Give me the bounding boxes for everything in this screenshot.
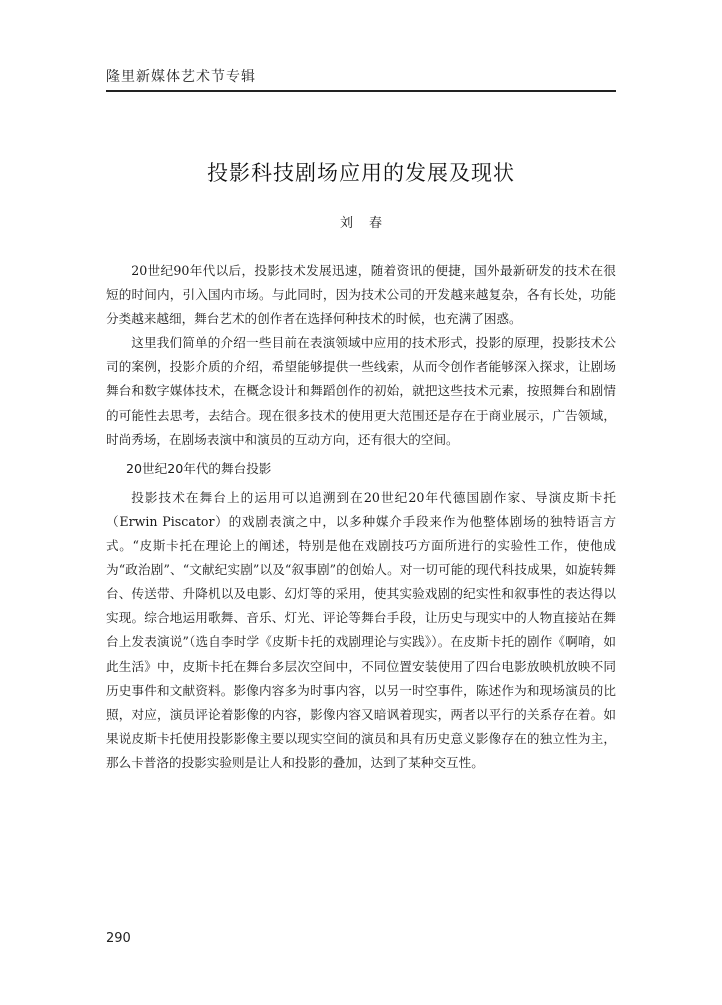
article-title: 投影科技剧场应用的发展及现状 [207,161,515,185]
page-number: 290 [106,931,131,946]
running-header [106,64,616,92]
article-body [106,259,616,775]
author-name: 刘春 [339,216,398,231]
paragraph: 20世纪90年代以后，投影技术发展迅速，随着资讯的便捷，国外最新研发的技术在很短的时间内，引入国内市场。与此同时，因为技术公司的开发越来越复杂，各有长处，功能分类越来越细，舞台艺术的创作者在选择何种技术的时候，也充满了困惑。 [106,263,616,327]
section-heading: 20世纪20年代的舞台投影 [126,460,272,476]
paragraph: 投影技术在舞台上的运用可以追溯到在20世纪20年代德国剧作家、导演皮斯卡托（Erwin Piscator）的戏剧表演之中，以多种媒介手段来作为他整体剧场的独特语言方式。“皮斯卡托在理论上的阐述，特别是他在戏剧技巧方面所进行的实验性工作，使他成为“政治剧”、“文献纪实剧”以及“叙事剧”的创始人。对一切可能的现代科技成果，如旋转舞台、传送带、升降机以及电影、幻灯等的采用，使其实验戏剧的纪实性和叙事性的表达得以实现。综合地运用歌舞、音乐、灯光、评论等舞台手段，让历史与现实中的人物直接站在舞台上发表演说”（选自李时学《皮斯卡托的戏剧理论与实践》）。在皮斯卡托的剧作《啊唷，如此生活》中，皮斯卡托在舞台多层次空间中，不同位置安装使用了四台电影放映机放映不同历史事件和文献资料。影像内容多为时事内容，以另一时空事件，陈述作为和现场演员的比照，对应，演员评论着影像的内容，影像内容又暗讽着现实，两者以平行的关系存在着。如果说皮斯卡托使用投影影像主要以现实空间的演员和具有历史意义影像存在的独立性为主，那么卡普洛的投影实验则是让人和投影的叠加，达到了某种交互性。 [106,489,616,770]
paragraph: 这里我们简单的介绍一些目前在表演领域中应用的技术形式，投影的原理，投影技术公司的案例，投影介质的介绍，希望能够提供一些线索，从而令创作者能够深入探求，让剧场舞台和数字媒体技术，在概念设计和舞蹈创作的初始，就把这些技术元素，按照舞台和剧情的可能性去思考，去结合。现在很多技术的使用更大范围还是存在于商业展示，广告领域，时尚秀场，在剧场表演中和演员的互动方向，还有很大的空间。 [106,335,616,447]
journal-section-label: 隆里新媒体艺术节专辑 [106,69,256,85]
